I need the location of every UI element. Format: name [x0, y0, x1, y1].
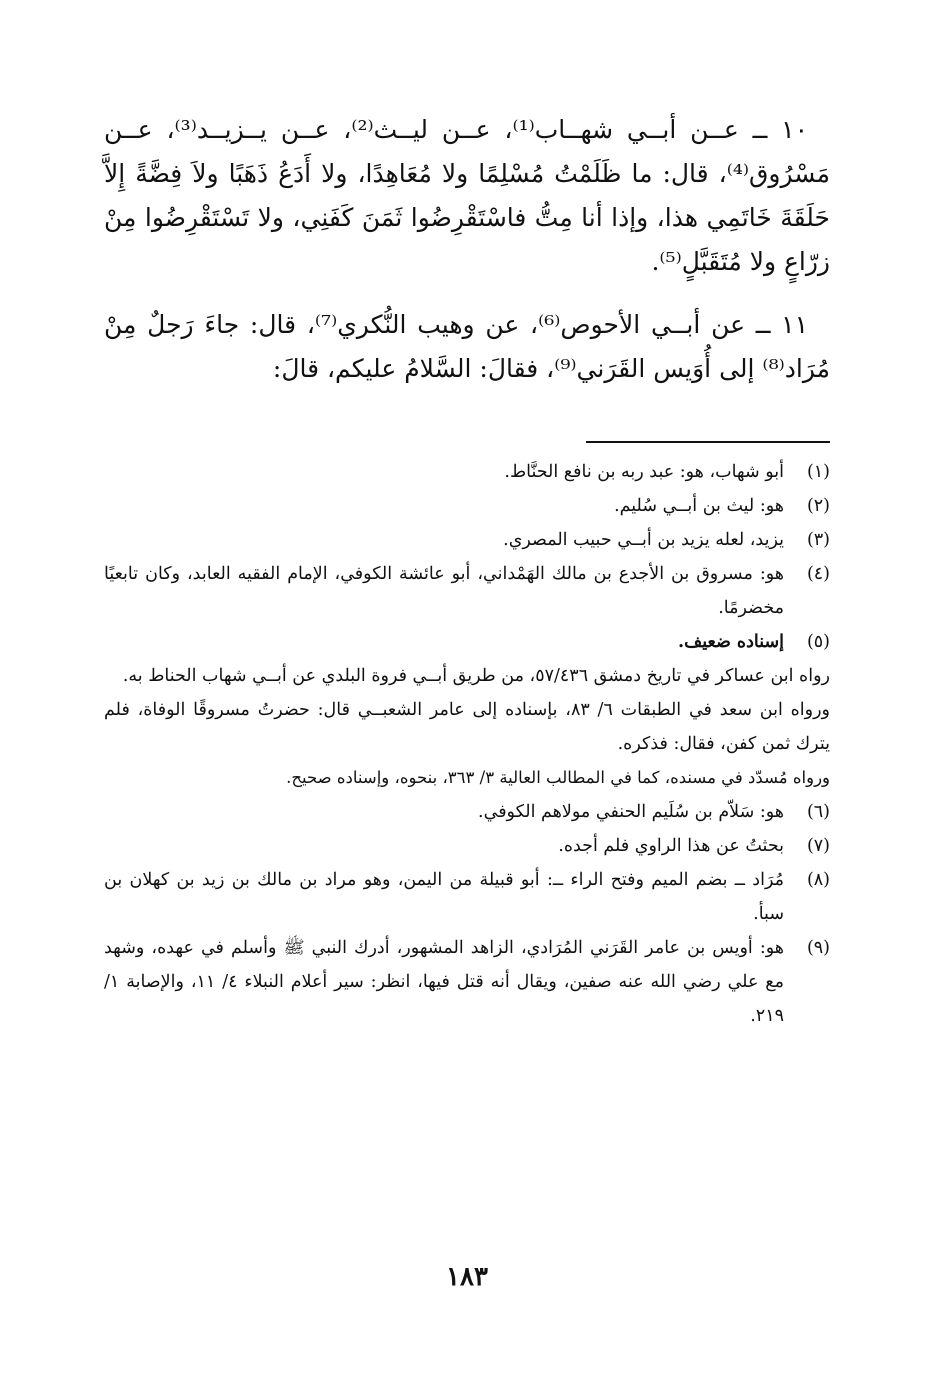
footnote-number: (٩): [806, 938, 830, 958]
footnote-2: [104, 489, 830, 523]
footnote-text: مُرَاد ــ بضم الميم وفتح الراء ــ: أبو قبيلة من اليمن، وهو مراد بن مالك بن زيد بن كهلان بن سبأ.: [104, 870, 784, 924]
footnote-number: (٤): [806, 564, 830, 584]
footnote-text: أبو شهاب، هو: عبد ربه بن نافع الحنَّاط.: [504, 462, 784, 482]
footnote-5-source-2: ورواه ابن سعد في الطبقات ٦/ ٨٣، بإسناده إلى عامر الشعبــي قال: حضرتُ مسروقًا الوفاة، فلم يترك ثمن كفن، فقال: فذكره.: [104, 700, 831, 754]
footnote-number: (٣): [806, 530, 830, 550]
footnote-number: (٦): [806, 802, 830, 822]
footnote-number: (٧): [806, 836, 830, 856]
footnote-6: [104, 795, 830, 829]
footnote-text: يزيد، لعله يزيد بن أبــي حبيب المصري.: [503, 530, 784, 550]
footnote-text: هو: سَلاّم بن سُلَيم الحنفي مولاهم الكوفي.: [478, 802, 784, 822]
footnote-7: [104, 829, 830, 863]
paragraph-10: ١٠ ــ عــن أبــي شهــاب⁽¹⁾، عــن ليــث⁽²⁾، عــن يــزيــد⁽³⁾، عــن مَسْرُوق⁽⁴⁾، قال: ما ظَلَمْتُ مُسْلِمًا ولا مُعَاهِدًا، ولا أَدَعُ ذَهَبًا ولاَ فِضَّةً إِلاَّ حَلَقَةَ خَاتَمِي هذا، وإذا أنا مِتُّ فاسْتَقْرِضُوا ثَمَنَ كَفَنِي، ولا تَسْتَقْرِضُوا مِنْ زرّاعٍ ولا مُتَقَبَّلٍ⁽⁵⁾.: [104, 115, 830, 276]
footnote-1: [104, 455, 830, 489]
footnote-number: (١): [806, 462, 830, 482]
footnote-text: هو: ليث بن أبــي سُليم.: [614, 496, 784, 516]
footnote-number: (٨): [806, 870, 830, 890]
footnote-text: إسناده ضعيف.: [678, 632, 784, 652]
footnote-8: [104, 863, 830, 931]
footnote-3: [104, 523, 830, 557]
footnote-5-source-3: ورواه مُسدّد في مسنده، كما في المطالب العالية ٣/ ٣٦٣، بنحوه، وإسناده صحيح.: [286, 768, 830, 787]
footnote-number: (٥): [806, 632, 830, 652]
paragraph-11: ١١ ــ عن أبــي الأحوص⁽⁶⁾، عن وهيب النُّكري⁽⁷⁾، قال: جاءَ رَجلٌ مِنْ مُرَاد⁽⁸⁾ إلى أُوَيس القَرَني⁽⁹⁾، فقالَ: السَّلامُ عليكم، قالَ:: [104, 310, 830, 383]
footnote-9: [104, 931, 830, 1033]
footnote-text: هو: مسروق بن الأجدع بن مالك الهَمْداني، أبو عائشة الكوفي، الإمام الفقيه العابد، وكان تابعيًا مخضرمًا.: [104, 564, 784, 618]
book-page: [104, 0, 830, 1375]
footnote-5-source-1: رواه ابن عساكر في تاريخ دمشق ٥٧/٤٣٦، من طريق أبــي فروة البلدي عن أبــي شهاب الحناط به.: [122, 666, 830, 686]
footnote-separator: [586, 441, 830, 443]
footnote-text: بحثتُ عن هذا الراوي فلم أجده.: [558, 836, 784, 856]
footnotes: [104, 455, 830, 1033]
footnote-4: [104, 557, 830, 625]
footnote-number: (٢): [806, 496, 830, 516]
main-text: [104, 108, 830, 391]
page-number: ١٨٣: [446, 1262, 488, 1292]
footnote-5: [104, 625, 830, 659]
footnote-text: هو: أويس بن عامر القَرَني المُرَادي، الزاهد المشهور، أدرك النبي ﷺ وأسلم في عهده، وشهد مع علي رضي الله عنه صفين، ويقال أنه قتل فيها، انظر: سير أعلام النبلاء ٤/ ١١، والإصابة ١/ ٢١٩.: [104, 938, 784, 1026]
